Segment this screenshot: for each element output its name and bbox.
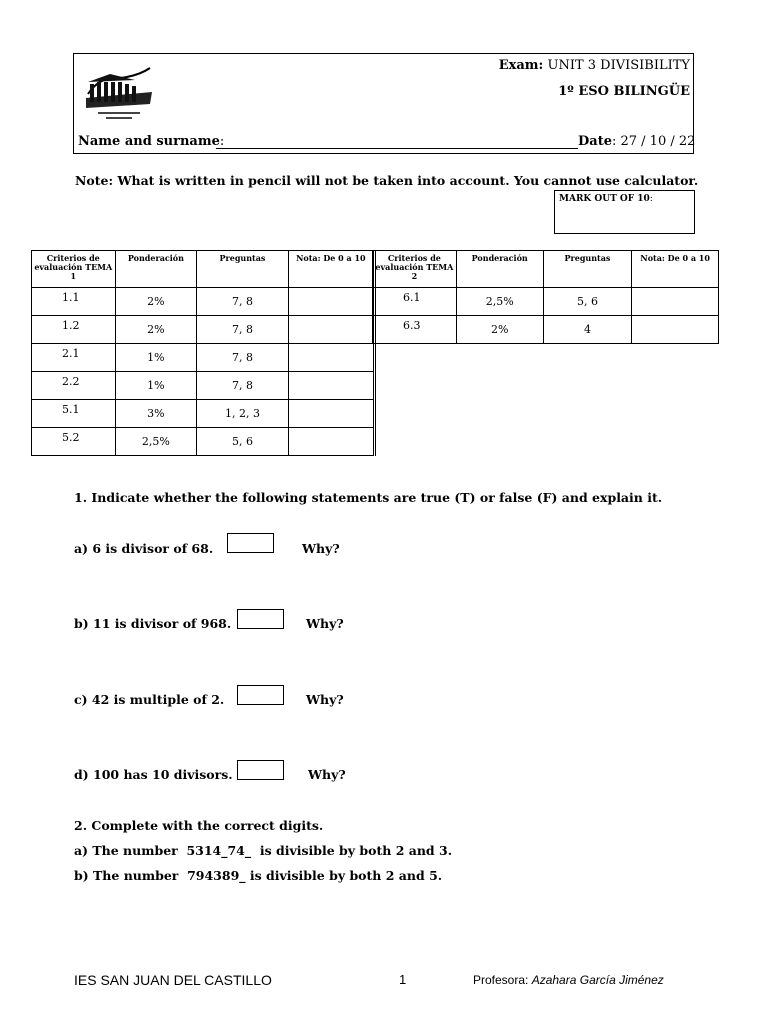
mark-label: MARK OUT OF 10	[559, 194, 650, 204]
why-label-c: Why?	[306, 692, 344, 707]
name-colon: :	[219, 134, 225, 149]
table-header-cell: Nota: De 0 a 10	[632, 251, 719, 288]
table-header-cell: Nota: De 0 a 10	[288, 251, 374, 288]
questions-cell: 5, 6	[197, 428, 288, 456]
grade-cell[interactable]	[632, 288, 719, 316]
why-label-a: Why?	[302, 541, 340, 556]
date-value: : 27 / 10 / 22	[611, 134, 696, 149]
grade-cell[interactable]	[288, 372, 374, 400]
footer-school: IES SAN JUAN DEL CASTILLO	[74, 972, 272, 988]
questions-cell: 7, 8	[197, 344, 288, 372]
footer-teacher	[473, 973, 664, 987]
table-row	[32, 288, 375, 316]
statement-d: d) 100 has 10 divisors.	[74, 767, 233, 782]
name-field-label	[78, 134, 224, 149]
table-header-cell: Criterios de evaluación TEMA 1	[32, 251, 116, 288]
course-label: 1º ESO BILINGÜE	[558, 84, 690, 99]
exam-title	[499, 58, 690, 73]
footer-page-number: 1	[399, 972, 407, 987]
grade-cell[interactable]	[288, 428, 374, 456]
answer-box-b[interactable]	[237, 609, 284, 629]
answer-box-d[interactable]	[237, 760, 284, 780]
criteria-table-tema1	[31, 250, 376, 456]
table-row	[373, 316, 719, 344]
mark-box[interactable]	[554, 190, 695, 234]
exam-note: Note: What is written in pencil will not be taken into account. You cannot use calculator.	[75, 173, 699, 188]
table-header-cell: Ponderación	[115, 251, 197, 288]
criterion-cell: 2.1	[32, 344, 116, 372]
weight-cell: 1%	[115, 372, 197, 400]
exam-value: UNIT 3 DIVISIBILITY	[547, 58, 690, 73]
weight-cell: 2%	[456, 316, 543, 344]
exam-label: Exam:	[498, 58, 544, 73]
criterion-cell: 1.2	[32, 316, 116, 344]
table-header-cell: Ponderación	[456, 251, 543, 288]
why-label-d: Why?	[308, 767, 346, 782]
answer-box-c[interactable]	[237, 685, 284, 705]
answer-box-a[interactable]	[227, 533, 274, 553]
criterion-cell: 6.1	[373, 288, 457, 316]
criteria-table-tema2	[372, 250, 719, 344]
question-2-title: 2. Complete with the correct digits.	[74, 818, 324, 833]
grade-cell[interactable]	[632, 316, 719, 344]
criterion-cell: 2.2	[32, 372, 116, 400]
criterion-cell: 5.1	[32, 400, 116, 428]
questions-cell: 7, 8	[197, 372, 288, 400]
questions-cell: 7, 8	[197, 316, 288, 344]
name-label-text: Name and surname	[78, 134, 220, 149]
questions-cell: 1, 2, 3	[197, 400, 288, 428]
table-row	[32, 316, 375, 344]
date-field	[578, 134, 695, 149]
teacher-name: Azahara García Jiménez	[531, 973, 664, 987]
grade-cell[interactable]	[288, 288, 374, 316]
questions-cell: 5, 6	[543, 288, 632, 316]
questions-cell: 7, 8	[197, 288, 288, 316]
question-1-title: 1. Indicate whether the following statements are true (T) or false (F) and explain it.	[74, 490, 663, 505]
school-building-logo-icon	[80, 64, 158, 122]
question-2-a: a) The number 5314_74_ is divisible by both 2 and 3.	[74, 843, 453, 858]
name-input-line[interactable]	[216, 148, 578, 149]
grade-cell[interactable]	[288, 400, 374, 428]
table-row	[373, 288, 719, 316]
question-2-b: b) The number 794389_ is divisible by both 2 and 5.	[74, 868, 443, 883]
weight-cell: 2,5%	[115, 428, 197, 456]
table-row	[32, 428, 375, 456]
table-header-cell: Preguntas	[197, 251, 288, 288]
weight-cell: 2%	[115, 316, 197, 344]
why-label-b: Why?	[306, 616, 344, 631]
statement-c: c) 42 is multiple of 2.	[74, 692, 225, 707]
table-row	[32, 344, 375, 372]
statement-a: a) 6 is divisor of 68.	[74, 541, 214, 556]
weight-cell: 1%	[115, 344, 197, 372]
table-row	[32, 400, 375, 428]
weight-cell: 2%	[115, 288, 197, 316]
questions-cell: 4	[543, 316, 632, 344]
table-header-cell: Criterios de evaluación TEMA 2	[373, 251, 457, 288]
date-label: Date	[578, 134, 612, 149]
criterion-cell: 6.3	[373, 316, 457, 344]
grade-cell[interactable]	[288, 344, 374, 372]
statement-b: b) 11 is divisor of 968.	[74, 616, 232, 631]
weight-cell: 3%	[115, 400, 197, 428]
table-row	[32, 372, 375, 400]
mark-suffix: :	[649, 194, 653, 204]
weight-cell: 2,5%	[456, 288, 543, 316]
teacher-label: Profesora:	[473, 973, 532, 987]
criterion-cell: 5.2	[32, 428, 116, 456]
criterion-cell: 1.1	[32, 288, 116, 316]
table-header-cell: Preguntas	[543, 251, 632, 288]
grade-cell[interactable]	[288, 316, 374, 344]
